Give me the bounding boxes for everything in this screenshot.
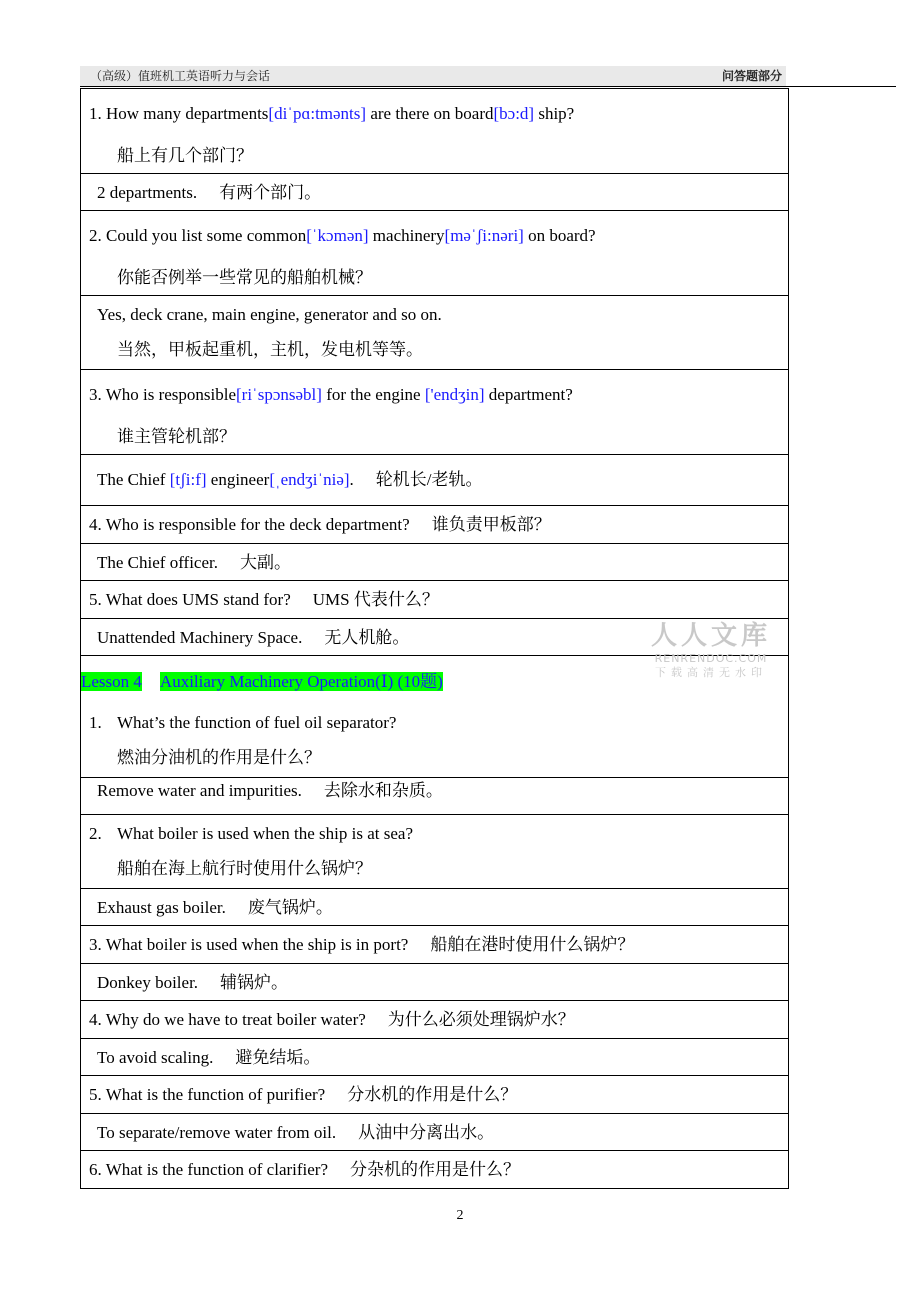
table-row — [81, 296, 789, 370]
lesson-question-6: 6. What is the function of clarifier? 分杂机的作用是什么？ — [89, 1160, 521, 1179]
phonetic: ['endʒin] — [424, 385, 485, 404]
lesson-question-2-translation: 船舶在海上航行时使用什么锅炉？ — [117, 859, 372, 878]
phonetic: [riˈspɔnsəbl] — [236, 385, 322, 404]
answer-2: Yes, deck crane, main engine, generator and so on. — [97, 305, 442, 324]
question-4: 4. Who is responsible for the deck department? 谁负责甲板部？ — [89, 515, 551, 534]
question-1: 1. How many departments[diˈpɑ:tmənts] are there on board[bɔ:d] ship? — [89, 104, 575, 123]
answer-5: Unattended Machinery Space. 无人机舱。 — [97, 628, 410, 647]
lesson-answer-2: Exhaust gas boiler. 废气锅炉。 — [97, 898, 333, 917]
phonetic: [məˈʃi:nəri] — [444, 226, 524, 245]
lesson-answer-5: To separate/remove water from oil. 从油中分离出水。 — [97, 1123, 495, 1142]
header-section: 问答题部分 — [721, 69, 782, 83]
question-5: 5. What does UMS stand for? UMS 代表什么？ — [89, 590, 439, 609]
question-3-translation: 谁主管轮机部？ — [117, 427, 236, 446]
watermark-tagline: 下载高清无水印 — [655, 666, 767, 679]
question-2: 2. Could you list some common[ˈkɔmən] machinery[məˈʃi:nəri] on board? — [89, 226, 596, 245]
table-row — [81, 174, 789, 211]
question-1-translation: 船上有几个部门？ — [117, 146, 253, 165]
answer-1: 2 departments. 有两个部门。 — [97, 183, 322, 202]
lesson-answer-3: Donkey boiler. 辅锅炉。 — [97, 973, 289, 992]
phonetic: [diˈpɑ:tmənts] — [268, 104, 367, 123]
phonetic: [ˈkɔmən] — [306, 226, 369, 245]
lesson-heading — [81, 672, 443, 692]
answer-3: The Chief [tʃi:f] engineer[ˌendʒiˈniə]. 轮机长/老轨。 — [97, 470, 483, 489]
table-row — [81, 964, 789, 1001]
page-number: 2 — [456, 1208, 464, 1223]
table-row — [81, 89, 789, 174]
table-row — [81, 889, 789, 926]
lesson-title: Auxiliary Machinery Operation(Ⅰ) (10题) — [159, 672, 443, 691]
answer-2-translation: 当然，甲板起重机，主机，发电机等等。 — [117, 340, 423, 359]
table-row — [81, 455, 789, 506]
table-row — [81, 544, 789, 581]
watermark-url: RENRENDOC.COM — [654, 652, 768, 665]
table-row — [81, 1151, 789, 1189]
table-row — [81, 506, 789, 544]
phonetic: [bɔ:d] — [493, 104, 535, 123]
table-row — [81, 1039, 789, 1076]
lesson-question-2: 2. What boiler is used when the ship is at sea? — [89, 824, 414, 843]
table-row — [81, 370, 789, 455]
answer-4: The Chief officer. 大副。 — [97, 553, 292, 572]
page-header — [80, 66, 786, 86]
lesson-number: Lesson 4 — [81, 672, 142, 691]
lesson-question-4: 4. Why do we have to treat boiler water? 为什么必须处理锅炉水？ — [89, 1010, 575, 1029]
phonetic: [ˌendʒiˈniə] — [269, 470, 350, 489]
table-row — [81, 926, 789, 964]
table-row — [81, 778, 789, 815]
phonetic: [tʃi:f] — [169, 470, 207, 489]
lesson-question-1-translation: 燃油分油机的作用是什么？ — [117, 748, 321, 767]
lesson-question-1: 1. What’s the function of fuel oil separator? — [89, 713, 397, 732]
question-3: 3. Who is responsible[riˈspɔnsəbl] for the engine ['endʒin] department? — [89, 385, 573, 404]
lesson-answer-4: To avoid scaling. 避免结垢。 — [97, 1048, 321, 1067]
watermark — [646, 620, 776, 680]
lesson-answer-1: Remove water and impurities. 去除水和杂质。 — [97, 781, 443, 800]
header-rule — [80, 86, 896, 87]
lesson-question-5: 5. What is the function of purifier? 分水机的作用是什么？ — [89, 1085, 518, 1104]
watermark-title: 人人文库 — [650, 621, 771, 651]
table-row — [81, 815, 789, 889]
table-row — [81, 1001, 789, 1039]
table-row — [81, 211, 789, 296]
table-row — [81, 1076, 789, 1114]
header-title: （高级）值班机工英语听力与会话 — [90, 69, 271, 83]
lesson-question-3: 3. What boiler is used when the ship is in port? 船舶在港时使用什么锅炉？ — [89, 935, 635, 954]
table-row — [81, 581, 789, 619]
question-2-translation: 你能否例举一些常见的船舶机械？ — [117, 268, 372, 287]
table-row — [81, 1114, 789, 1151]
